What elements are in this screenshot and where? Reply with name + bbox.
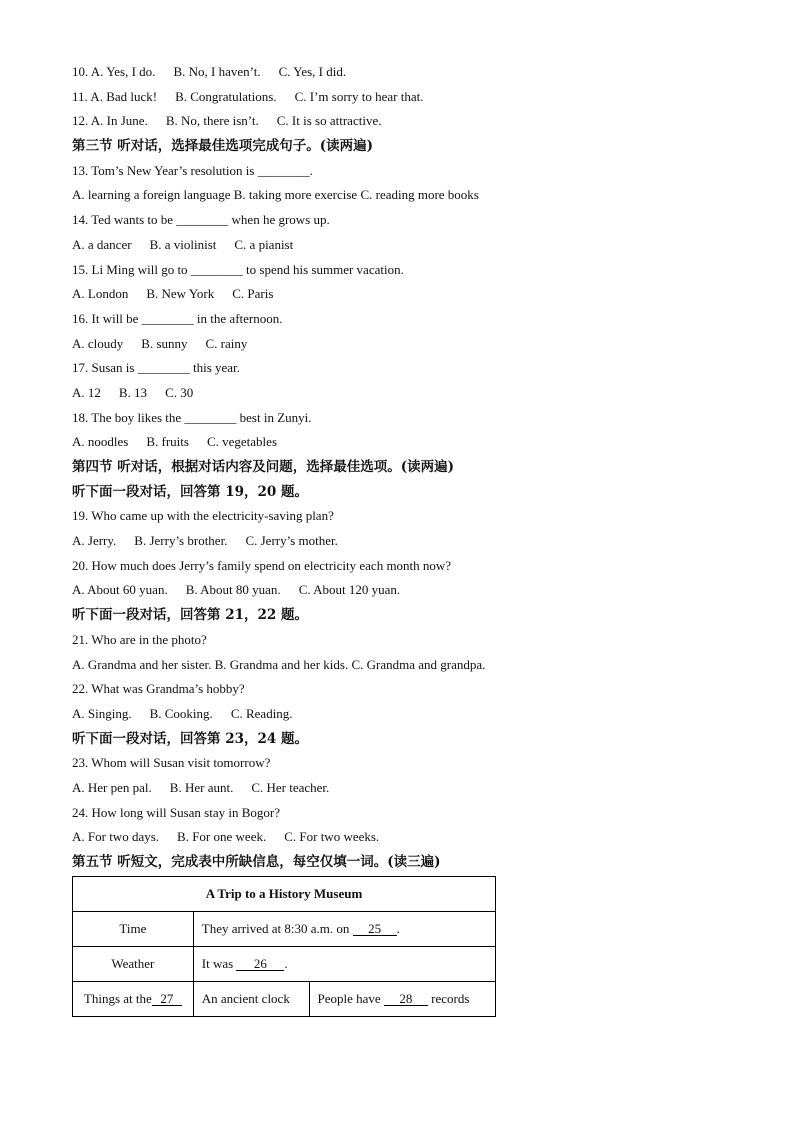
question-23-options	[72, 776, 732, 801]
question-12	[72, 109, 732, 134]
question-16-option-a: A. cloudy	[72, 335, 124, 351]
weather-cell	[193, 947, 495, 982]
blank-28[interactable]: 28	[384, 992, 428, 1006]
question-21-option-a: A. Grandma and her sister.	[72, 656, 212, 672]
table-row-time	[73, 912, 496, 947]
question-22-option-a: A. Singing.	[72, 705, 132, 721]
question-19-option-c: C. Jerry’s mother.	[245, 533, 338, 549]
blank-26[interactable]: 26	[236, 957, 284, 971]
question-19-option-a: A. Jerry.	[72, 533, 117, 549]
clock-cell: An ancient clock	[193, 982, 309, 1017]
question-12-option-c: C. It is so attractive.	[276, 113, 382, 129]
records-post: records	[431, 991, 470, 1006]
table-title: A Trip to a History Museum	[73, 877, 496, 912]
records-cell	[309, 982, 496, 1017]
question-11	[72, 85, 732, 110]
weather-text: It was	[201, 956, 234, 971]
question-20-option-a: A. About 60 yuan.	[72, 582, 168, 598]
question-14-stem: 14. Ted wants to be ________ when he grows up.	[72, 212, 330, 228]
question-24-option-a: A. For two days.	[72, 829, 160, 845]
question-21-options	[72, 653, 732, 678]
group-21-22-intro: 听下面一段对话，回答第 21，22 题。	[72, 607, 308, 624]
question-13-option-b: B. taking more exercise	[233, 187, 358, 203]
question-12-option-a: 12. A. In June.	[72, 113, 148, 129]
question-18-option-b: B. fruits	[146, 434, 189, 450]
blank-27[interactable]: 27	[152, 992, 182, 1006]
question-20-stem: 20. How much does Jerry’s family spend on electricity each month now?	[72, 557, 452, 573]
question-20-options	[72, 578, 732, 603]
section-3-heading: 第三节 听对话，选择最佳选项完成句子。(读两遍)	[72, 138, 373, 155]
group-19-20-intro: 听下面一段对话，回答第 19，20 题。	[72, 483, 308, 500]
question-13-stem: 13. Tom’s New Year’s resolution is ________.	[72, 162, 313, 178]
time-text: They arrived at 8:30 a.m. on	[201, 921, 350, 936]
question-21-stem: 21. Who are in the photo?	[72, 631, 207, 647]
section-5-heading: 第五节 听短文，完成表中所缺信息，每空仅填一词。(读三遍)	[72, 854, 441, 870]
question-16-options	[72, 332, 732, 357]
weather-label: Weather	[73, 947, 194, 982]
question-20-option-c: C. About 120 yuan.	[298, 582, 401, 598]
question-14-options	[72, 233, 732, 258]
time-period: .	[396, 921, 400, 936]
group-23-24-intro: 听下面一段对话，回答第 23，24 题。	[72, 730, 308, 747]
things-cell	[73, 982, 194, 1017]
question-24-stem: 24. How long will Susan stay in Bogor?	[72, 804, 280, 820]
question-22-option-c: C. Reading.	[230, 705, 293, 721]
question-21-option-b: B. Grandma and her kids.	[214, 656, 349, 672]
question-23-stem: 23. Whom will Susan visit tomorrow?	[72, 755, 271, 771]
table-title-row	[73, 877, 496, 912]
question-14-option-a: A. a dancer	[72, 236, 132, 252]
question-11-option-c: C. I’m sorry to hear that.	[294, 88, 424, 104]
question-23-option-a: A. Her pen pal.	[72, 779, 152, 795]
blank-25[interactable]: 25	[353, 922, 397, 936]
records-pre: People have	[317, 991, 381, 1006]
time-cell	[193, 912, 495, 947]
question-24-options	[72, 825, 732, 850]
question-15-options	[72, 282, 732, 307]
question-19-stem: 19. Who came up with the electricity-saving plan?	[72, 508, 334, 524]
question-19-option-b: B. Jerry’s brother.	[134, 533, 228, 549]
question-10-option-c: C. Yes, I did.	[278, 64, 347, 79]
info-table	[72, 876, 496, 1017]
question-13-options	[72, 183, 732, 208]
question-13-option-a: A. learning a foreign language	[72, 187, 231, 203]
question-17-option-c: C. 30	[165, 384, 194, 400]
question-10-option-b: B. No, I haven’t.	[173, 64, 261, 79]
question-21-option-c: C. Grandma and grandpa.	[351, 656, 486, 672]
question-15-option-c: C. Paris	[232, 286, 274, 302]
question-10-option-a: 10. A. Yes, I do.	[72, 64, 156, 79]
section-4-heading: 第四节 听对话，根据对话内容及问题，选择最佳选项。(读两遍)	[72, 459, 454, 475]
question-22-options	[72, 702, 732, 727]
weather-period: .	[284, 956, 288, 971]
table-row-things	[73, 982, 496, 1017]
question-17-stem: 17. Susan is ________ this year.	[72, 360, 240, 376]
question-18-option-a: A. noodles	[72, 434, 129, 450]
question-17-option-a: A. 12	[72, 384, 101, 400]
question-14-option-b: B. a violinist	[149, 236, 217, 252]
question-16-option-b: B. sunny	[141, 335, 188, 351]
question-19-options	[72, 529, 732, 554]
question-15-option-b: B. New York	[146, 286, 215, 302]
question-23-option-c: C. Her teacher.	[251, 779, 330, 795]
question-18-stem: 18. The boy likes the ________ best in Zunyi.	[72, 409, 312, 425]
exam-page	[72, 60, 732, 875]
question-17-options	[72, 381, 732, 406]
question-18-option-c: C. vegetables	[206, 434, 278, 450]
question-12-option-b: B. No, there isn’t.	[165, 113, 259, 129]
question-22-stem: 22. What was Grandma’s hobby?	[72, 681, 245, 697]
question-10	[72, 60, 732, 85]
question-16-stem: 16. It will be ________ in the afternoon.	[72, 310, 283, 326]
question-20-option-b: B. About 80 yuan.	[185, 582, 281, 598]
question-23-option-b: B. Her aunt.	[169, 779, 234, 795]
table-row-weather	[73, 947, 496, 982]
question-13-option-c: C. reading more books	[360, 187, 479, 203]
question-15-option-a: A. London	[72, 286, 129, 302]
question-24-option-b: B. For one week.	[177, 829, 267, 845]
question-17-option-b: B. 13	[118, 384, 148, 400]
question-11-option-a: 11. A. Bad luck!	[72, 88, 158, 104]
things-label: Things at the	[83, 991, 152, 1006]
question-22-option-b: B. Cooking.	[149, 705, 213, 721]
question-14-option-c: C. a pianist	[234, 236, 294, 252]
question-24-option-c: C. For two weeks.	[284, 829, 380, 845]
question-15-stem: 15. Li Ming will go to ________ to spend his summer vacation.	[72, 261, 404, 277]
question-18-options	[72, 430, 732, 455]
question-11-option-b: B. Congratulations.	[175, 88, 277, 104]
time-label: Time	[73, 912, 194, 947]
question-16-option-c: C. rainy	[205, 335, 248, 351]
